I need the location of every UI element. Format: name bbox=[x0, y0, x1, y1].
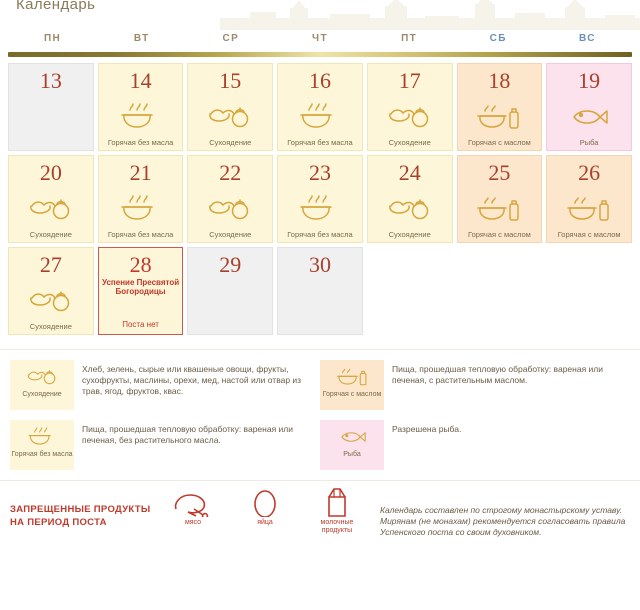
hot-no-oil-icon bbox=[297, 192, 343, 226]
dry-eating-icon bbox=[387, 100, 433, 134]
calendar-day-18[interactable] bbox=[457, 63, 543, 151]
feast-name: Успение Пресвятой Богородицы bbox=[101, 278, 180, 296]
day-number: 29 bbox=[219, 252, 242, 277]
calendar-day-empty bbox=[546, 247, 632, 335]
hot-no-oil-icon bbox=[26, 425, 59, 449]
legend-chip-label: Сухоядение bbox=[22, 391, 62, 398]
day-icons bbox=[278, 281, 362, 321]
monastery-skyline-icon bbox=[220, 0, 640, 30]
day-number: 21 bbox=[129, 160, 152, 185]
day-caption: Сухоядение bbox=[209, 230, 252, 239]
forbidden-title-line1: ЗАПРЕЩЕННЫЕ ПРОДУКТЫ bbox=[10, 504, 151, 515]
day-icons bbox=[368, 97, 452, 137]
egg-icon bbox=[236, 487, 294, 517]
legend-item-fish bbox=[320, 420, 630, 470]
calendar-note: Календарь составлен по строгому монастырскому уставу. Мирянам (не монахам) рекомендуется согласовать правила Успенского поста со своим духовником. bbox=[380, 505, 626, 537]
day-number: 16 bbox=[308, 68, 331, 93]
day-icons bbox=[368, 189, 452, 229]
calendar-day-24[interactable] bbox=[367, 155, 453, 243]
legend-chip-label: Горячая без масла bbox=[11, 451, 73, 458]
forbidden-label-milk: молочные продукты bbox=[320, 519, 354, 534]
hot-with-oil-icon bbox=[476, 100, 522, 134]
day-icons bbox=[99, 189, 183, 229]
day-number: 14 bbox=[129, 68, 152, 93]
calendar-day-empty bbox=[457, 247, 543, 335]
weekday-fri: ПТ bbox=[401, 33, 418, 44]
day-caption: Сухоядение bbox=[209, 138, 252, 147]
gold-divider bbox=[8, 52, 632, 57]
day-icons bbox=[188, 189, 272, 229]
day-number: 19 bbox=[578, 68, 601, 93]
day-icons bbox=[99, 97, 183, 137]
calendar-day-30[interactable] bbox=[277, 247, 363, 335]
weekday-mon: ПН bbox=[43, 33, 62, 44]
calendar-grid bbox=[8, 63, 632, 335]
dry-eating-icon bbox=[11, 365, 73, 389]
calendar-day-29[interactable] bbox=[187, 247, 273, 335]
calendar-day-13[interactable] bbox=[8, 63, 94, 151]
calendar-day-25[interactable] bbox=[457, 155, 543, 243]
hot-with-oil-icon bbox=[566, 192, 612, 226]
calendar-day-27[interactable] bbox=[8, 247, 94, 335]
legend-text-hot-with-oil: Пища, прошедшая тепловую обработку: вареная или печеная, с растительным маслом. bbox=[392, 364, 603, 385]
dry-eating-icon bbox=[28, 192, 74, 226]
day-caption: Рыба bbox=[579, 138, 599, 147]
day-icons bbox=[188, 97, 272, 137]
day-caption: Горячая без масла bbox=[107, 138, 174, 147]
day-caption: Сухоядение bbox=[29, 230, 72, 239]
hot-no-oil-icon bbox=[297, 100, 343, 134]
day-caption: Сухоядение bbox=[388, 138, 431, 147]
day-icons bbox=[458, 257, 542, 297]
weekday-wed: СР bbox=[222, 33, 240, 44]
legend-chip-fish bbox=[320, 420, 384, 470]
legend-item-hot-no-oil bbox=[10, 420, 320, 470]
day-caption: Горячая с маслом bbox=[468, 230, 531, 239]
day-caption: Горячая без масла bbox=[107, 230, 174, 239]
legend-text-fish: Разрешена рыба. bbox=[392, 424, 462, 434]
day-number: 24 bbox=[398, 160, 421, 185]
day-number: 18 bbox=[488, 68, 511, 93]
day-icons bbox=[188, 281, 272, 321]
forbidden-title bbox=[10, 487, 160, 529]
hot-no-oil-icon bbox=[118, 100, 164, 134]
legend-text-dry-eating: Хлеб, зелень, сырые или квашеные овощи, фрукты, сухофрукты, маслины, орехи, мед, настой или отвар из трав, ягод, фруктов, квас. bbox=[82, 364, 302, 396]
forbidden-items bbox=[160, 487, 366, 535]
dry-eating-icon bbox=[207, 100, 253, 134]
weekday-sun: ВС bbox=[578, 33, 596, 44]
forbidden-title-line2: НА ПЕРИОД ПОСТА bbox=[10, 517, 107, 528]
day-number: 20 bbox=[39, 160, 62, 185]
day-icons bbox=[547, 257, 631, 297]
day-icons bbox=[547, 189, 631, 229]
day-number: 26 bbox=[578, 160, 601, 185]
day-caption: Горячая без масла bbox=[287, 138, 353, 147]
calendar-day-15[interactable] bbox=[187, 63, 273, 151]
day-caption: Горячая с маслом bbox=[557, 230, 621, 239]
hot-with-oil-icon bbox=[476, 192, 522, 226]
day-number: 28 bbox=[129, 252, 152, 277]
legend-item-hot-with-oil bbox=[320, 360, 630, 410]
day-number: 17 bbox=[398, 68, 421, 93]
legend-chip-label: Рыба bbox=[343, 451, 361, 458]
meat-icon bbox=[164, 487, 222, 517]
page-banner bbox=[0, 0, 640, 30]
day-number: 23 bbox=[308, 160, 331, 185]
day-number: 25 bbox=[488, 160, 511, 185]
forbidden-label-eggs: яйца bbox=[257, 519, 273, 526]
legend-section bbox=[0, 349, 640, 470]
day-icons bbox=[458, 189, 542, 229]
hot-no-oil-icon bbox=[118, 192, 164, 226]
day-number: 27 bbox=[39, 252, 62, 277]
day-number: 30 bbox=[308, 252, 331, 277]
day-number: 15 bbox=[219, 68, 242, 93]
day-icons bbox=[458, 97, 542, 137]
dry-eating-icon bbox=[26, 365, 59, 389]
legend-item-dry-eating bbox=[10, 360, 320, 410]
weekday-thu: ЧТ bbox=[312, 33, 328, 44]
day-icons bbox=[9, 281, 93, 321]
dry-eating-icon bbox=[387, 192, 433, 226]
calendar-day-23[interactable] bbox=[277, 155, 363, 243]
forbidden-item-milk bbox=[308, 487, 366, 535]
calendar-day-empty bbox=[367, 247, 453, 335]
milk-icon bbox=[308, 487, 366, 517]
legend-chip-label: Горячая с маслом bbox=[322, 391, 382, 398]
legend-text-hot-no-oil: Пища, прошедшая тепловую обработку: вареная или печеная, без растительного масла. bbox=[82, 424, 293, 445]
weekday-sat: СБ bbox=[489, 33, 507, 44]
forbidden-item-meat bbox=[164, 487, 222, 535]
dry-eating-icon bbox=[28, 284, 74, 318]
day-number: 22 bbox=[219, 160, 242, 185]
calendar-day-21[interactable] bbox=[98, 155, 184, 243]
day-number: 13 bbox=[39, 68, 62, 93]
calendar-day-26[interactable] bbox=[546, 155, 632, 243]
day-caption: Горячая с маслом bbox=[468, 138, 531, 147]
forbidden-label-meat: мясо bbox=[184, 519, 202, 526]
calendar-day-19[interactable] bbox=[546, 63, 632, 151]
hot-no-oil-icon bbox=[11, 425, 73, 449]
day-icons bbox=[278, 189, 362, 229]
day-icons bbox=[278, 97, 362, 137]
calendar-day-22[interactable] bbox=[187, 155, 273, 243]
feast-caption: Поста нет bbox=[122, 320, 159, 329]
day-icons bbox=[368, 257, 452, 297]
legend-chip-dry-eating bbox=[10, 360, 74, 410]
forbidden-item-eggs bbox=[236, 487, 294, 535]
calendar-day-17[interactable] bbox=[367, 63, 453, 151]
weekday-bar bbox=[0, 30, 640, 52]
hot-with-oil-icon bbox=[336, 365, 369, 389]
weekday-tue: ВТ bbox=[133, 33, 150, 44]
fish-icon bbox=[566, 100, 612, 134]
fish-icon bbox=[336, 425, 369, 449]
legend-chip-hot-with-oil bbox=[320, 360, 384, 410]
calendar-day-28[interactable] bbox=[98, 247, 184, 335]
day-icons bbox=[9, 97, 93, 137]
calendar-day-20[interactable] bbox=[8, 155, 94, 243]
calendar-day-16[interactable] bbox=[277, 63, 363, 151]
day-caption: Сухоядение bbox=[29, 322, 72, 331]
dry-eating-icon bbox=[207, 192, 253, 226]
day-caption: Сухоядение bbox=[388, 230, 431, 239]
day-icons bbox=[9, 189, 93, 229]
fish-icon bbox=[321, 425, 383, 449]
hot-with-oil-icon bbox=[321, 365, 383, 389]
day-icons bbox=[547, 97, 631, 137]
forbidden-products-section bbox=[0, 480, 640, 538]
calendar-day-14[interactable] bbox=[98, 63, 184, 151]
legend-chip-hot-no-oil bbox=[10, 420, 74, 470]
page-title: Календарь bbox=[16, 0, 96, 13]
day-caption: Горячая без масла bbox=[287, 230, 353, 239]
